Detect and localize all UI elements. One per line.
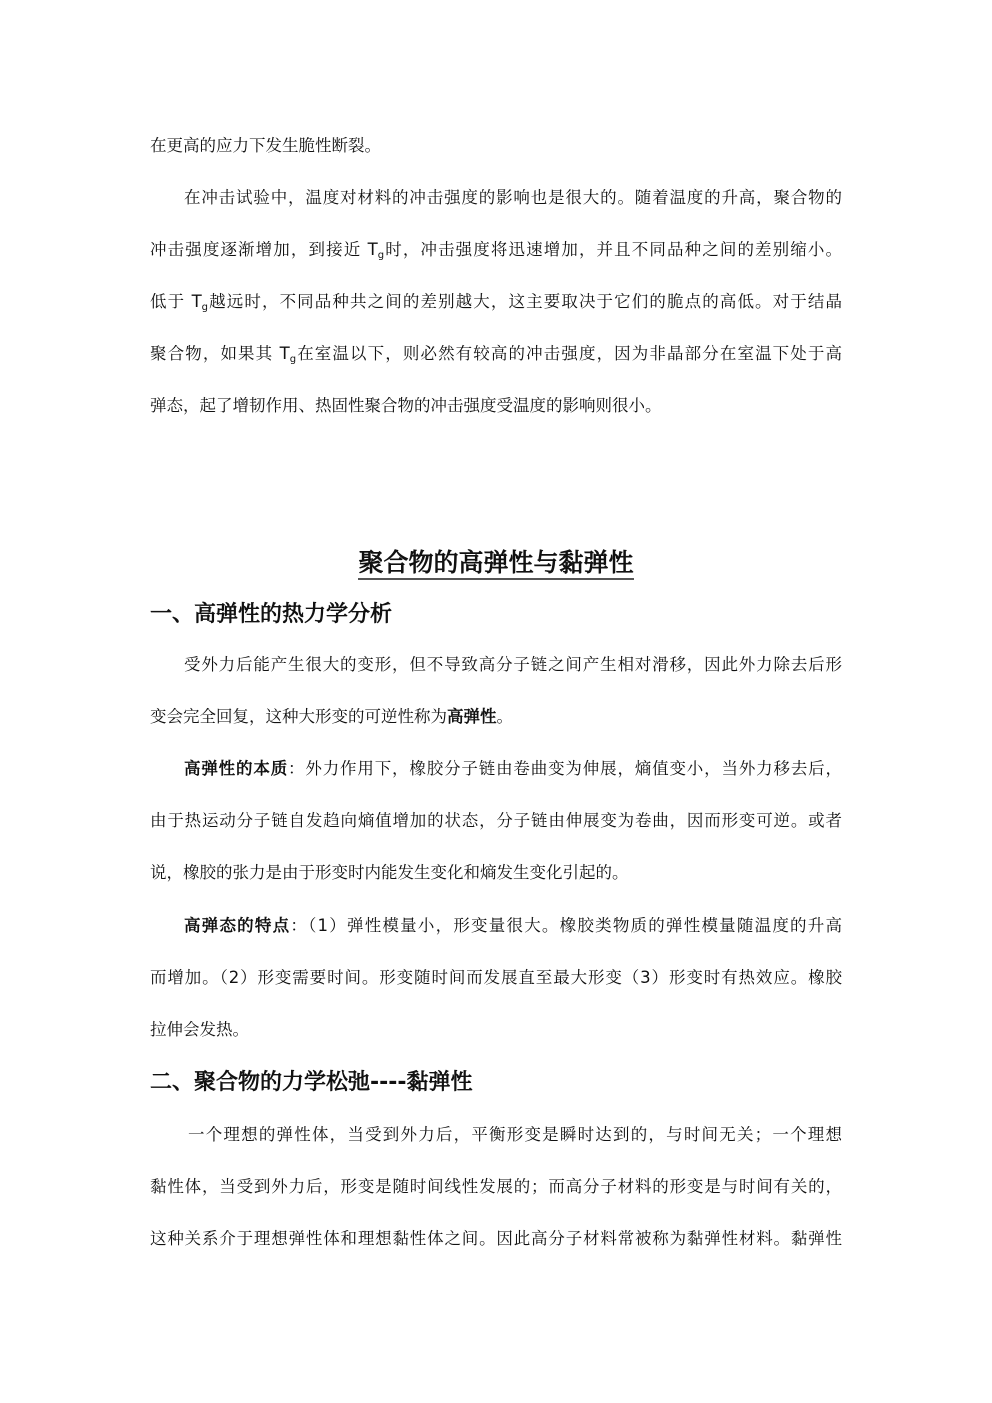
text-segment: 这种关系介于理想弹性体和理想黏性体之间。因此高分子材料常被称为黏弹性材料。黏弹性 [150, 1229, 842, 1248]
text-segment: 受外力后能产生很大的变形，但不导致高分子链之间产生相对滑移，因此外力除去后形 [184, 655, 842, 674]
text-line [150, 967, 842, 989]
text-segment: 冲击强度逐渐增加，到接近 T [150, 240, 378, 259]
text-segment: 越远时，不同品种共之间的差别越大，这主要取决于它们的脆点的高低。对于结晶 [208, 292, 842, 311]
text-line [150, 654, 842, 676]
text-segment: 。 [496, 707, 513, 726]
text-segment: 时，冲击强度将迅速增加，并且不同品种之间的差别缩小。 [384, 240, 843, 259]
text-line [150, 1228, 842, 1250]
text-segment: 说，橡胶的张力是由于形变时内能发生变化和熵发生变化引起的。 [150, 863, 629, 882]
text-line [150, 395, 842, 417]
text-segment: 低于 T [150, 292, 202, 311]
text-line [150, 187, 842, 209]
section-heading-2: 二、聚合物的力学松弛----黏弹性 [150, 1070, 473, 1095]
document-title [0, 547, 992, 579]
text-line [150, 1176, 842, 1198]
title-text: 聚合物的高弹性与黏弹性 [358, 548, 633, 580]
text-line [150, 291, 842, 319]
text-line [150, 1124, 842, 1146]
text-segment: ：（1）弹性模量小，形变量很大。橡胶类物质的弹性模量随温度的升高 [290, 916, 843, 935]
text-line [150, 239, 842, 267]
subscript: g [377, 250, 385, 261]
text-segment: 黏性体，当受到外力后，形变是随时间线性发展的；而高分子材料的形变是与时间有关的， [150, 1177, 842, 1196]
text-segment: 在冲击试验中，温度对材料的冲击强度的影响也是很大的。随着温度的升高，聚合物的 [184, 188, 842, 207]
text-line [150, 862, 842, 884]
bold-term: 高弹性 [447, 707, 497, 726]
text-segment: 一个理想的弹性体，当受到外力后，平衡形变是瞬时达到的，与时间无关；一个理想 [188, 1125, 842, 1144]
text-segment: 在更高的应力下发生脆性断裂。 [150, 136, 381, 155]
subscript: g [289, 354, 297, 365]
text-segment: 拉伸会发热。 [150, 1020, 249, 1039]
text-segment: 变会完全回复，这种大形变的可逆性称为 [150, 707, 447, 726]
bold-term: 高弹性的本质 [184, 759, 289, 778]
text-segment: 弹态，起了增韧作用、热固性聚合物的冲击强度受温度的影响则很小。 [150, 396, 662, 415]
section-heading-1: 一、高弹性的热力学分析 [150, 602, 393, 627]
text-segment: 在室温以下，则必然有较高的冲击强度，因为非晶部分在室温下处于高 [296, 344, 843, 363]
text-line [150, 810, 842, 832]
text-line [150, 343, 842, 371]
text-line [150, 915, 842, 937]
text-segment: 聚合物，如果其 T [150, 344, 290, 363]
text-segment: 而增加。（2）形变需要时间。形变随时间而发展直至最大形变（3）形变时有热效应。橡胶 [150, 968, 842, 987]
text-line [150, 706, 842, 728]
subscript: g [201, 302, 209, 313]
text-line [150, 135, 842, 157]
text-line [150, 1019, 842, 1041]
text-line [150, 758, 842, 780]
text-segment: ：外力作用下，橡胶分子链由卷曲变为伸展，熵值变小，当外力移去后， [288, 759, 843, 778]
bold-term: 高弹态的特点 [184, 916, 291, 935]
text-segment: 由于热运动分子链自发趋向熵值增加的状态，分子链由伸展变为卷曲，因而形变可逆。或者 [150, 811, 842, 830]
